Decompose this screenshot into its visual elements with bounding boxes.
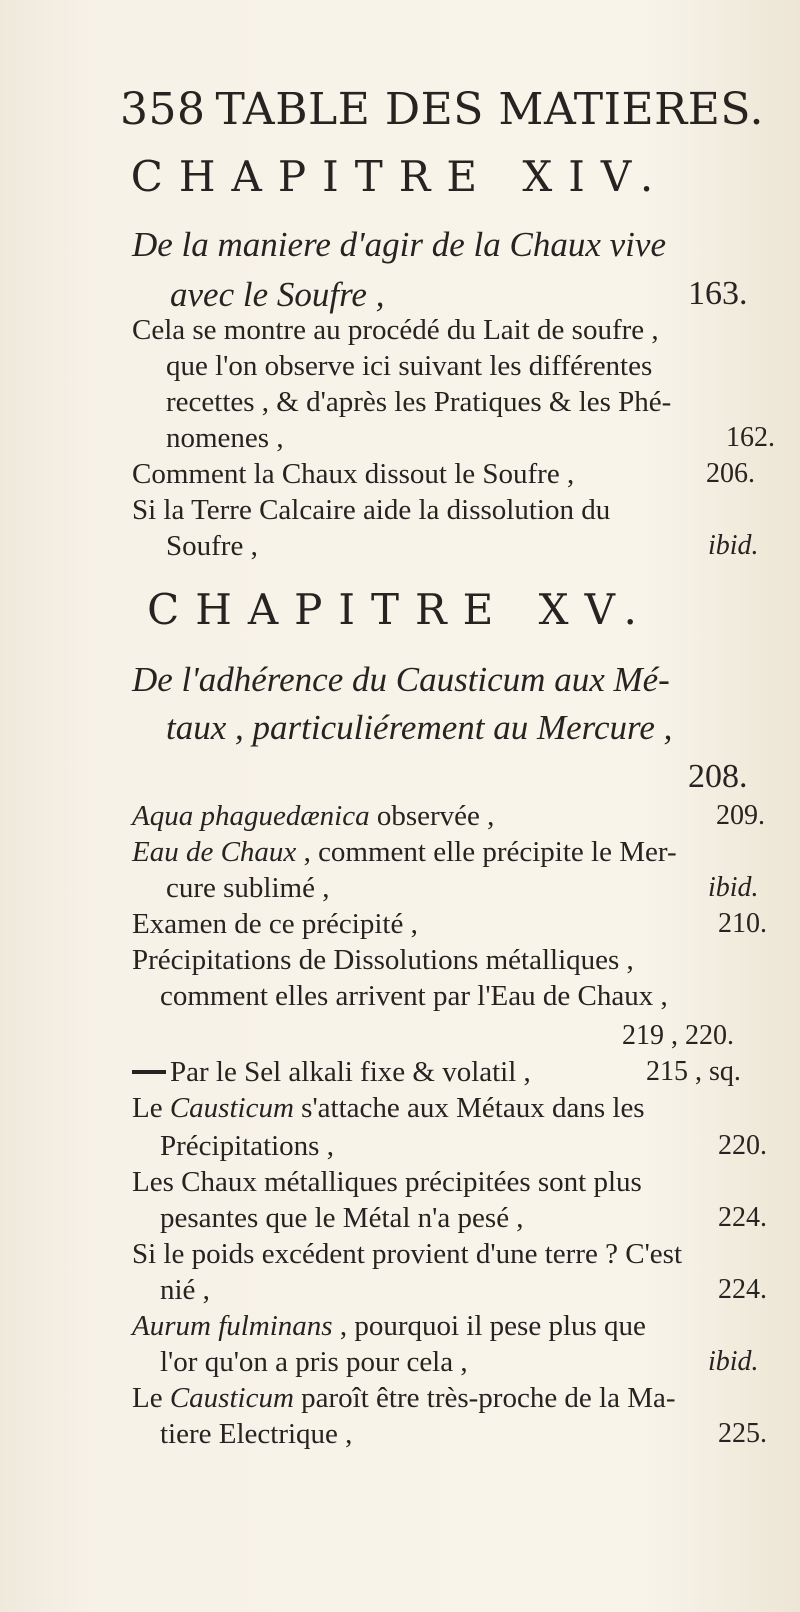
entry-page: ibid. [708, 1346, 759, 1377]
term: Eau de Chaux [132, 836, 297, 868]
entry-line [132, 1382, 676, 1415]
entry-page: 220. [718, 1130, 767, 1161]
entry-line: cure sublimé , [166, 872, 330, 904]
entry-page: 209. [716, 800, 765, 831]
entry-line [132, 1092, 645, 1125]
latin-term: Aqua phaguedænica [132, 800, 370, 832]
entry-line [132, 1310, 646, 1343]
entry-line: Précipitations , [160, 1130, 334, 1162]
entry-text: , pourquoi il pese plus que [332, 1310, 646, 1342]
chapter-title-page: 208. [688, 758, 748, 795]
entry-line: tiere Electrique , [160, 1418, 353, 1450]
entry-line [132, 800, 494, 833]
chapter-heading: CHAPITRE XV. [147, 585, 653, 634]
entry-line: l'or qu'on a pris pour cela , [160, 1346, 468, 1378]
running-title: TABLE DES MATIERES. [215, 84, 764, 135]
entry-page: 162. [726, 422, 775, 453]
entry-line: nié , [160, 1274, 210, 1306]
entry-page: 206. [706, 458, 755, 489]
entry-line: nomenes , [166, 422, 284, 454]
chapter-heading: CHAPITRE XIV. [130, 152, 670, 201]
entry-text: paroît être très-proche de la Ma- [293, 1382, 676, 1414]
entry-page: 219 , 220. [622, 1020, 734, 1051]
chapter-title-line: De la maniere d'agir de la Chaux vive [132, 225, 666, 264]
entry-line: Les Chaux métalliques précipitées sont plus [132, 1166, 642, 1198]
entry-line: recettes , & d'après les Pratiques & les Phé- [166, 386, 672, 418]
entry-line [132, 836, 677, 869]
entry-line: pesantes que le Métal n'a pesé , [160, 1202, 524, 1234]
entry-text: s'attache aux Métaux dans les [293, 1092, 645, 1124]
entry-line [132, 1056, 531, 1089]
entry-line: Si la Terre Calcaire aide la dissolution du [132, 494, 611, 526]
page-number: 358 [120, 84, 206, 135]
chapter-title-page: 163. [688, 275, 748, 312]
entry-page: 224. [718, 1274, 767, 1305]
chapter-title-line: taux , particuliérement au Mercure , [166, 708, 673, 747]
latin-term: Aurum fulminans [132, 1310, 333, 1342]
ditto-dash [132, 1070, 166, 1074]
entry-page: 224. [718, 1202, 767, 1233]
entry-line: que l'on observe ici suivant les différentes [166, 350, 653, 382]
entry-line: Comment la Chaux dissout le Soufre , [132, 458, 575, 490]
entry-line: Examen de ce précipité , [132, 908, 418, 940]
entry-line: Soufre , [166, 530, 258, 562]
entry-page: 210. [718, 908, 767, 939]
chapter-title-line: avec le Soufre , [170, 275, 385, 314]
entry-line: Si le poids excédent provient d'une terre ? C'est [132, 1238, 683, 1270]
entry-text: Le [132, 1092, 170, 1124]
entry-text: Par le Sel alkali fixe & volatil , [170, 1056, 531, 1088]
entry-line: comment elles arrivent par l'Eau de Chaux , [160, 980, 668, 1012]
entry-page: ibid. [708, 530, 759, 561]
entry-text: observée , [369, 800, 495, 832]
entry-page: 215 , sq. [646, 1056, 741, 1087]
entry-page: 225. [718, 1418, 767, 1449]
entry-text: Le [132, 1382, 170, 1414]
latin-term: Causticum [169, 1092, 294, 1124]
entry-page: ibid. [708, 872, 759, 903]
entry-text: , comment elle précipite le Mer- [296, 836, 677, 868]
latin-term: Causticum [169, 1382, 294, 1414]
chapter-title-line: De l'adhérence du Causticum aux Mé- [132, 660, 670, 699]
entry-line: Cela se montre au procédé du Lait de soufre , [132, 314, 659, 346]
entry-line: Précipitations de Dissolutions métalliques , [132, 944, 634, 976]
page-header [120, 80, 764, 140]
